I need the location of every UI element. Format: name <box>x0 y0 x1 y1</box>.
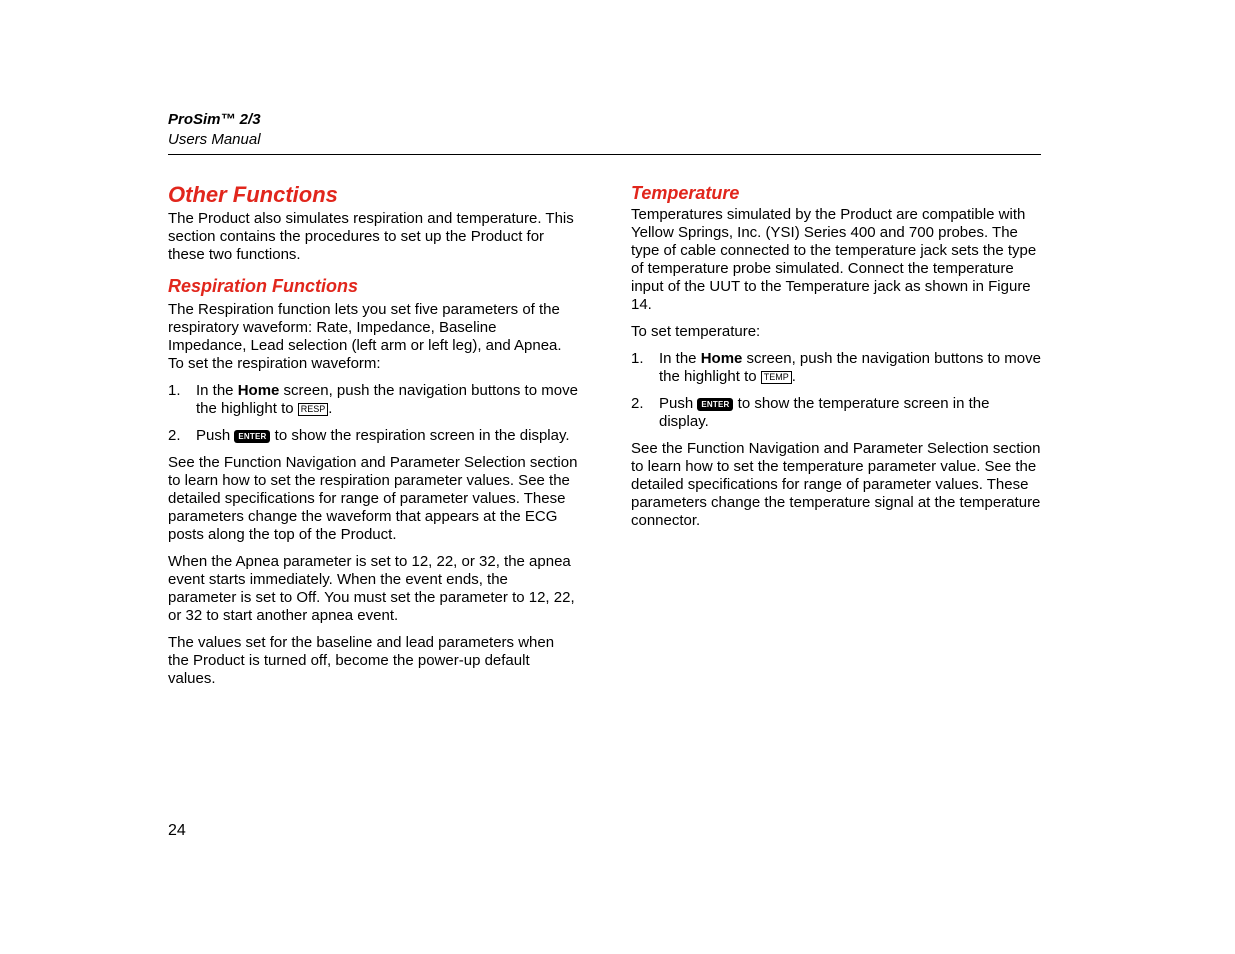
home-label: Home <box>700 350 743 367</box>
step-text-post: to show the temperature screen in the display. <box>659 395 990 430</box>
step-text <box>659 350 1041 386</box>
step-text <box>659 395 1041 431</box>
temperature-lead: To set temperature: <box>631 323 761 340</box>
page-number: 24 <box>168 822 186 839</box>
step-number: 2. <box>631 395 644 412</box>
temperature-intro: Temperatures simulated by the Product are compatible with Yellow Springs, Inc. (YSI) Series 400 and 700 probes. The type of cable connected to the temperature jack sets the type of temperature probe simulated. Connect the temperature input of the UUT to the Temperature jack as shown in Figure 14. <box>631 206 1037 313</box>
step-text-post: . <box>791 368 796 385</box>
step-text-pre: Push <box>659 395 698 412</box>
manual-title: Users Manual <box>168 131 261 148</box>
step-text <box>196 427 578 445</box>
header-divider <box>168 154 1041 155</box>
left-column <box>168 180 578 688</box>
resp-key-icon: RESP <box>298 403 329 416</box>
right-column <box>631 180 1041 530</box>
step-text <box>196 382 578 418</box>
respiration-paragraph-3: The values set for the baseline and lead parameters when the Product is turned off, become the power-up default values. <box>168 634 555 687</box>
respiration-intro: The Respiration function lets you set five parameters of the respiratory waveform: Rate, Impedance, Baseline Impedance, Lead selection (left arm or left leg), and Apnea. To set the respiration waveform: <box>168 301 562 372</box>
list-item <box>631 350 1041 386</box>
temperature-paragraph-1: See the Function Navigation and Parameter Selection section to learn how to set the temperature parameter value. See the detailed specifications for range of parameter values. These parameters change the temperature signal at the temperature connector. <box>631 440 1041 529</box>
enter-key-icon: ENTER <box>234 430 270 443</box>
list-item <box>168 427 578 445</box>
step-number: 2. <box>168 427 181 444</box>
step-number: 1. <box>631 350 644 367</box>
respiration-paragraph-1: See the Function Navigation and Parameter Selection section to learn how to set the respiration parameter values. See the detailed specifications for range of parameter values. These parameters change the waveform that appears at the ECG posts along the top of the Product. <box>168 454 578 543</box>
step-text-pre: Push <box>196 427 235 444</box>
product-name: ProSim™ 2/3 <box>168 111 261 128</box>
step-text-pre: In the <box>196 382 238 399</box>
step-text-mid: screen, push the navigation buttons to move the highlight to <box>196 382 578 417</box>
home-label: Home <box>237 382 280 399</box>
respiration-steps <box>168 382 578 445</box>
subsection-title-temperature: Temperature <box>631 183 740 203</box>
list-item <box>631 395 1041 431</box>
step-text-post: . <box>328 400 333 417</box>
list-item <box>168 382 578 418</box>
temperature-steps <box>631 350 1041 431</box>
section-intro: The Product also simulates respiration and temperature. This section contains the procedures to set up the Product for these two functions. <box>168 210 574 263</box>
step-text-pre: In the <box>659 350 701 367</box>
subsection-title-respiration: Respiration Functions <box>168 276 359 296</box>
respiration-paragraph-2: When the Apnea parameter is set to 12, 22, or 32, the apnea event starts immediately. When the event ends, the parameter is set to Off. You must set the parameter to 12, 22, or 32 to start another apnea event. <box>168 553 575 624</box>
section-title-other-functions: Other Functions <box>168 182 338 207</box>
temp-key-icon: TEMP <box>761 371 792 384</box>
step-number: 1. <box>168 382 181 399</box>
step-text-mid: screen, push the navigation buttons to move the highlight to <box>659 350 1041 385</box>
page-header <box>168 110 1041 150</box>
enter-key-icon: ENTER <box>697 398 733 411</box>
step-text-post: to show the respiration screen in the display. <box>270 427 570 444</box>
